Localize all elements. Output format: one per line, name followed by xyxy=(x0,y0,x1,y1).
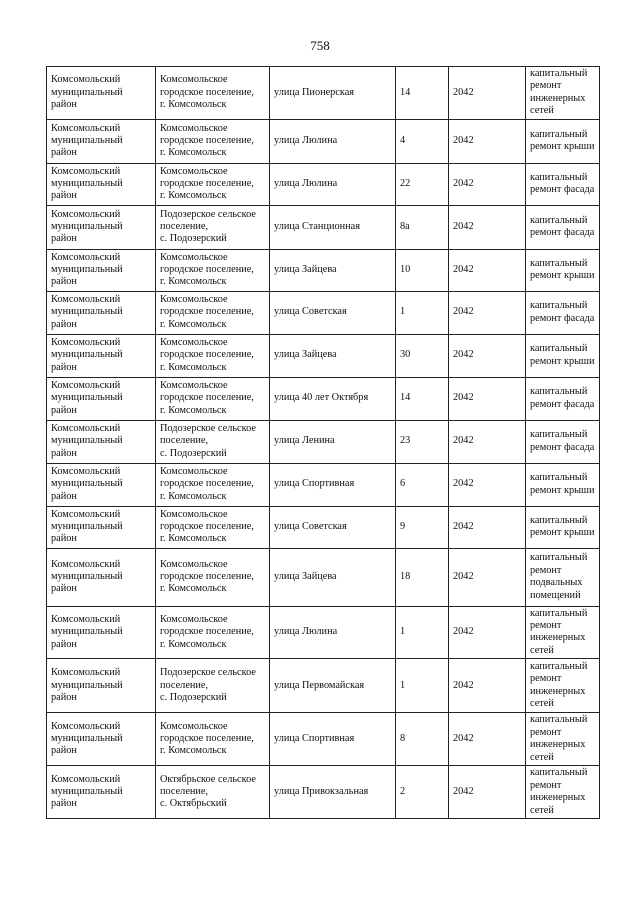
page-number: 758 xyxy=(310,38,330,53)
house-number-cell: 18 xyxy=(396,548,449,606)
year-cell: 2042 xyxy=(449,67,526,120)
street-cell: улица Люлина xyxy=(270,163,396,205)
work-type-cell: капитальный ремонт фасада xyxy=(526,377,600,420)
table-row xyxy=(47,713,600,766)
work-type-cell: капитальный ремонт инженерных сетей xyxy=(526,67,600,120)
street-cell: улица Первомайская xyxy=(270,659,396,713)
street-cell: улица Ленина xyxy=(270,420,396,463)
settlement-cell: Комсомольское городское поселение, г. Комсомольск xyxy=(156,463,270,506)
work-type-cell: капитальный ремонт инженерных сетей xyxy=(526,606,600,659)
settlement-cell: Комсомольское городское поселение, г. Комсомольск xyxy=(156,548,270,606)
settlement-cell: Комсомольское городское поселение, г. Комсомольск xyxy=(156,249,270,291)
table-row xyxy=(47,463,600,506)
house-number-cell: 23 xyxy=(396,420,449,463)
house-number-cell: 2 xyxy=(396,766,449,819)
year-cell: 2042 xyxy=(449,377,526,420)
district-cell: Комсомольский муниципальный район xyxy=(47,163,156,205)
house-number-cell: 14 xyxy=(396,67,449,120)
street-cell: улица Советская xyxy=(270,291,396,334)
year-cell: 2042 xyxy=(449,205,526,249)
table-row xyxy=(47,766,600,819)
settlement-cell: Комсомольское городское поселение, г. Комсомольск xyxy=(156,713,270,766)
district-cell: Комсомольский муниципальный район xyxy=(47,713,156,766)
house-number-cell: 1 xyxy=(396,659,449,713)
table-body xyxy=(47,67,600,819)
table-row xyxy=(47,506,600,548)
year-cell: 2042 xyxy=(449,506,526,548)
house-number-cell: 1 xyxy=(396,606,449,659)
table-row xyxy=(47,420,600,463)
table-row xyxy=(47,163,600,205)
street-cell: улица Пионерская xyxy=(270,67,396,120)
year-cell: 2042 xyxy=(449,249,526,291)
year-cell: 2042 xyxy=(449,291,526,334)
table-row xyxy=(47,291,600,334)
district-cell: Комсомольский муниципальный район xyxy=(47,548,156,606)
year-cell: 2042 xyxy=(449,420,526,463)
district-cell: Комсомольский муниципальный район xyxy=(47,291,156,334)
settlement-cell: Комсомольское городское поселение, г. Комсомольск xyxy=(156,67,270,120)
district-cell: Комсомольский муниципальный район xyxy=(47,119,156,163)
work-type-cell: капитальный ремонт инженерных сетей xyxy=(526,713,600,766)
table-row xyxy=(47,67,600,120)
year-cell: 2042 xyxy=(449,606,526,659)
work-type-cell: капитальный ремонт крыши xyxy=(526,119,600,163)
house-number-cell: 9 xyxy=(396,506,449,548)
district-cell: Комсомольский муниципальный район xyxy=(47,766,156,819)
settlement-cell: Октябрьское сельское поселение, с. Октябрьский xyxy=(156,766,270,819)
house-number-cell: 8 xyxy=(396,713,449,766)
year-cell: 2042 xyxy=(449,334,526,377)
district-cell: Комсомольский муниципальный район xyxy=(47,377,156,420)
house-number-cell: 30 xyxy=(396,334,449,377)
district-cell: Комсомольский муниципальный район xyxy=(47,659,156,713)
settlement-cell: Комсомольское городское поселение, г. Комсомольск xyxy=(156,606,270,659)
work-type-cell: капитальный ремонт фасада xyxy=(526,205,600,249)
year-cell: 2042 xyxy=(449,119,526,163)
street-cell: улица Люлина xyxy=(270,119,396,163)
table-row xyxy=(47,119,600,163)
table-row xyxy=(47,205,600,249)
house-number-cell: 22 xyxy=(396,163,449,205)
repair-schedule-table xyxy=(46,66,600,819)
street-cell: улица Зайцева xyxy=(270,249,396,291)
street-cell: улица Зайцева xyxy=(270,334,396,377)
work-type-cell: капитальный ремонт подвальных помещений xyxy=(526,548,600,606)
house-number-cell: 6 xyxy=(396,463,449,506)
table-row xyxy=(47,377,600,420)
district-cell: Комсомольский муниципальный район xyxy=(47,420,156,463)
street-cell: улица Зайцева xyxy=(270,548,396,606)
year-cell: 2042 xyxy=(449,713,526,766)
settlement-cell: Комсомольское городское поселение, г. Комсомольск xyxy=(156,291,270,334)
work-type-cell: капитальный ремонт инженерных сетей xyxy=(526,766,600,819)
street-cell: улица Люлина xyxy=(270,606,396,659)
house-number-cell: 4 xyxy=(396,119,449,163)
table-row xyxy=(47,606,600,659)
settlement-cell: Подозерское сельское поселение, с. Подозерский xyxy=(156,659,270,713)
street-cell: улица Привокзальная xyxy=(270,766,396,819)
work-type-cell: капитальный ремонт фасада xyxy=(526,291,600,334)
year-cell: 2042 xyxy=(449,463,526,506)
settlement-cell: Подозерское сельское поселение, с. Подозерский xyxy=(156,420,270,463)
work-type-cell: капитальный ремонт крыши xyxy=(526,463,600,506)
district-cell: Комсомольский муниципальный район xyxy=(47,205,156,249)
year-cell: 2042 xyxy=(449,163,526,205)
settlement-cell: Комсомольское городское поселение, г. Комсомольск xyxy=(156,377,270,420)
street-cell: улица Спортивная xyxy=(270,713,396,766)
settlement-cell: Комсомольское городское поселение, г. Комсомольск xyxy=(156,163,270,205)
street-cell: улица 40 лет Октября xyxy=(270,377,396,420)
table-row xyxy=(47,659,600,713)
work-type-cell: капитальный ремонт крыши xyxy=(526,249,600,291)
year-cell: 2042 xyxy=(449,659,526,713)
work-type-cell: капитальный ремонт крыши xyxy=(526,506,600,548)
district-cell: Комсомольский муниципальный район xyxy=(47,506,156,548)
year-cell: 2042 xyxy=(449,766,526,819)
district-cell: Комсомольский муниципальный район xyxy=(47,249,156,291)
settlement-cell: Подозерское сельское поселение, с. Подозерский xyxy=(156,205,270,249)
table-row xyxy=(47,249,600,291)
work-type-cell: капитальный ремонт крыши xyxy=(526,334,600,377)
settlement-cell: Комсомольское городское поселение, г. Комсомольск xyxy=(156,334,270,377)
house-number-cell: 8а xyxy=(396,205,449,249)
street-cell: улица Спортивная xyxy=(270,463,396,506)
district-cell: Комсомольский муниципальный район xyxy=(47,606,156,659)
district-cell: Комсомольский муниципальный район xyxy=(47,67,156,120)
year-cell: 2042 xyxy=(449,548,526,606)
street-cell: улица Советская xyxy=(270,506,396,548)
settlement-cell: Комсомольское городское поселение, г. Комсомольск xyxy=(156,506,270,548)
work-type-cell: капитальный ремонт инженерных сетей xyxy=(526,659,600,713)
district-cell: Комсомольский муниципальный район xyxy=(47,463,156,506)
work-type-cell: капитальный ремонт фасада xyxy=(526,163,600,205)
settlement-cell: Комсомольское городское поселение, г. Комсомольск xyxy=(156,119,270,163)
house-number-cell: 10 xyxy=(396,249,449,291)
house-number-cell: 1 xyxy=(396,291,449,334)
table-row xyxy=(47,548,600,606)
table-row xyxy=(47,334,600,377)
district-cell: Комсомольский муниципальный район xyxy=(47,334,156,377)
street-cell: улица Станционная xyxy=(270,205,396,249)
house-number-cell: 14 xyxy=(396,377,449,420)
work-type-cell: капитальный ремонт фасада xyxy=(526,420,600,463)
